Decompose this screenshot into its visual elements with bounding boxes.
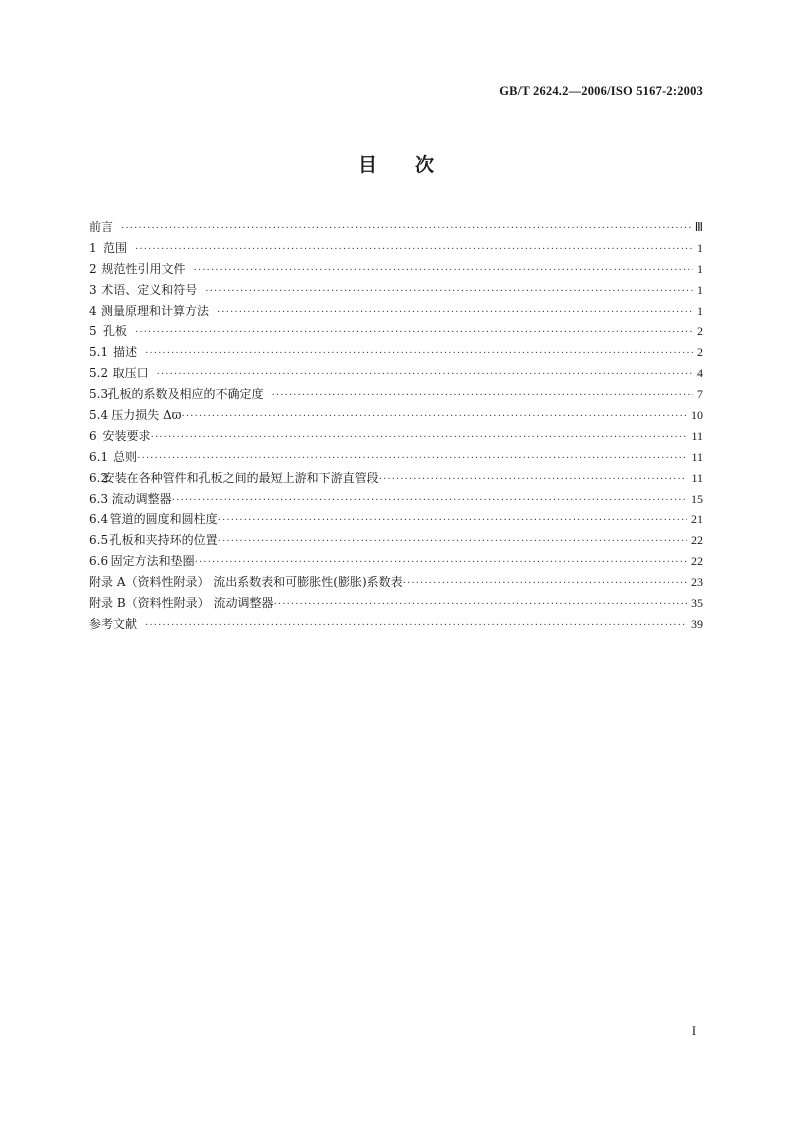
page-title [0,150,794,177]
toc-entry-title: 参考文献 [89,616,138,631]
toc-leader [135,240,693,261]
toc-entry-page: 1 [697,240,703,255]
toc-entry-title: 安装要求 [102,428,151,443]
toc-entry-number: 6.1 [89,449,109,464]
toc-entry-page: 2 [697,324,703,339]
toc-leader [137,449,687,470]
toc-row-appendix-b[interactable] [89,593,703,614]
toc-entry-number: 6.3 [89,491,109,506]
toc-entry-title: 范围 [103,240,128,255]
toc-entry-title: 描述 [113,345,138,360]
toc-row-1[interactable] [89,238,703,259]
toc-row-3[interactable] [89,280,703,301]
toc-entry-number: 6.5 [89,533,109,548]
toc-entry-number: 5.4 [89,408,109,423]
toc-entry-title: 术语、定义和符号 [101,282,198,297]
toc-row-6[interactable] [89,426,703,447]
toc-entry-page: 21 [691,512,703,527]
toc-leader [379,470,688,491]
toc-row-6-2[interactable] [89,468,703,489]
toc-leader [157,365,693,386]
toc-entry-title: 管道的圆度和圆柱度 [109,512,218,527]
toc-leader [195,553,687,574]
toc-entry-page: 35 [691,596,703,611]
toc-entry-title: 取压口 [112,366,149,381]
toc-leader [135,323,693,344]
toc-entry-number: 6.4 [89,512,109,527]
toc-row-preface[interactable] [89,217,703,238]
toc-row-appendix-a[interactable] [89,572,703,593]
toc-entry-page: 1 [697,282,703,297]
toc-leader [218,532,687,553]
toc-entry-page: 15 [691,491,703,506]
table-of-contents [89,217,703,635]
toc-entry-number: 3 [89,282,97,297]
page-title-left: 目 [357,154,379,176]
toc-entry-title: 规范性引用文件 [101,261,186,276]
toc-row-5[interactable] [89,321,703,342]
toc-entry-page: 22 [691,554,703,569]
toc-leader [194,261,693,282]
toc-row-references[interactable] [89,614,703,635]
toc-leader [272,386,693,407]
toc-leader [273,595,687,616]
toc-entry-title: 附录 A（资料性附录） 流出系数表和可膨胀性(膨胀)系数表 [89,575,403,590]
toc-entry-number: 6.6 [89,554,109,569]
toc-entry-title: 附录 B（资料性附录） 流动调整器 [89,596,274,611]
toc-entry-page: 22 [691,533,703,548]
toc-entry-title: 前言 [89,220,114,234]
toc-entry-page: 23 [691,575,703,590]
toc-entry-page: 7 [697,387,703,402]
toc-entry-title: 总则 [113,449,138,464]
toc-entry-page: 1 [697,261,703,276]
toc-entry-number: 6.2 [89,470,109,485]
toc-entry-title: 测量原理和计算方法 [100,303,209,318]
toc-entry-page: 39 [691,616,703,631]
toc-leader [145,344,693,365]
toc-entry-page: 10 [691,408,703,423]
page-title-right: 次 [415,154,437,176]
standard-code-header: GB/T 2624.2—2006/ISO 5167-2:2003 [499,84,703,98]
toc-leader [218,511,687,532]
page-number: I [691,1024,696,1038]
toc-row-6-1[interactable] [89,447,703,468]
toc-leader [217,303,693,324]
toc-entry-page: 11 [691,449,703,464]
toc-entry-number: 6 [89,428,97,443]
toc-entry-title: 压力损失 Δϖ [111,408,182,423]
toc-entry-title: 孔板和夹持环的位置 [109,533,218,548]
toc-entry-title: 孔板的系数及相应的不确定度 [107,387,264,402]
toc-entry-title: 孔板 [103,324,128,339]
toc-row-6-4[interactable] [89,509,703,530]
toc-entry-page: 11 [691,428,703,443]
toc-entry-page: 2 [697,345,703,360]
toc-leader [145,616,687,637]
toc-entry-number: 5 [89,324,97,339]
toc-entry-number: 4 [89,303,97,318]
toc-row-5-4[interactable] [89,405,703,426]
toc-entry-page: 4 [697,366,703,381]
toc-entry-title: 固定方法和垫圈 [110,554,195,569]
toc-entry-page: Ⅲ [694,220,703,234]
toc-row-6-3[interactable] [89,489,703,510]
toc-entry-number: 1 [89,240,97,255]
toc-leader [151,428,688,449]
toc-entry-number: 5.3 [89,387,109,402]
toc-leader [181,407,687,428]
toc-row-6-6[interactable] [89,551,703,572]
toc-row-4[interactable] [89,301,703,322]
toc-leader [403,574,687,595]
toc-row-5-2[interactable] [89,363,703,384]
toc-entry-number: 5.2 [89,366,109,381]
toc-entry-number: 2 [89,261,97,276]
toc-entry-title: 安装在各种管件和孔板之间的最短上游和下游直管段 [102,470,379,485]
toc-row-2[interactable] [89,259,703,280]
toc-entry-number: 5.1 [89,345,109,360]
toc-row-5-3[interactable] [89,384,703,405]
toc-row-6-5[interactable] [89,530,703,551]
toc-leader [205,282,693,303]
toc-entry-page: 1 [697,303,703,318]
toc-row-5-1[interactable] [89,342,703,363]
toc-entry-page: 11 [691,470,703,485]
toc-leader [121,219,691,240]
toc-leader [172,491,687,512]
toc-entry-title: 流动调整器 [111,491,172,506]
